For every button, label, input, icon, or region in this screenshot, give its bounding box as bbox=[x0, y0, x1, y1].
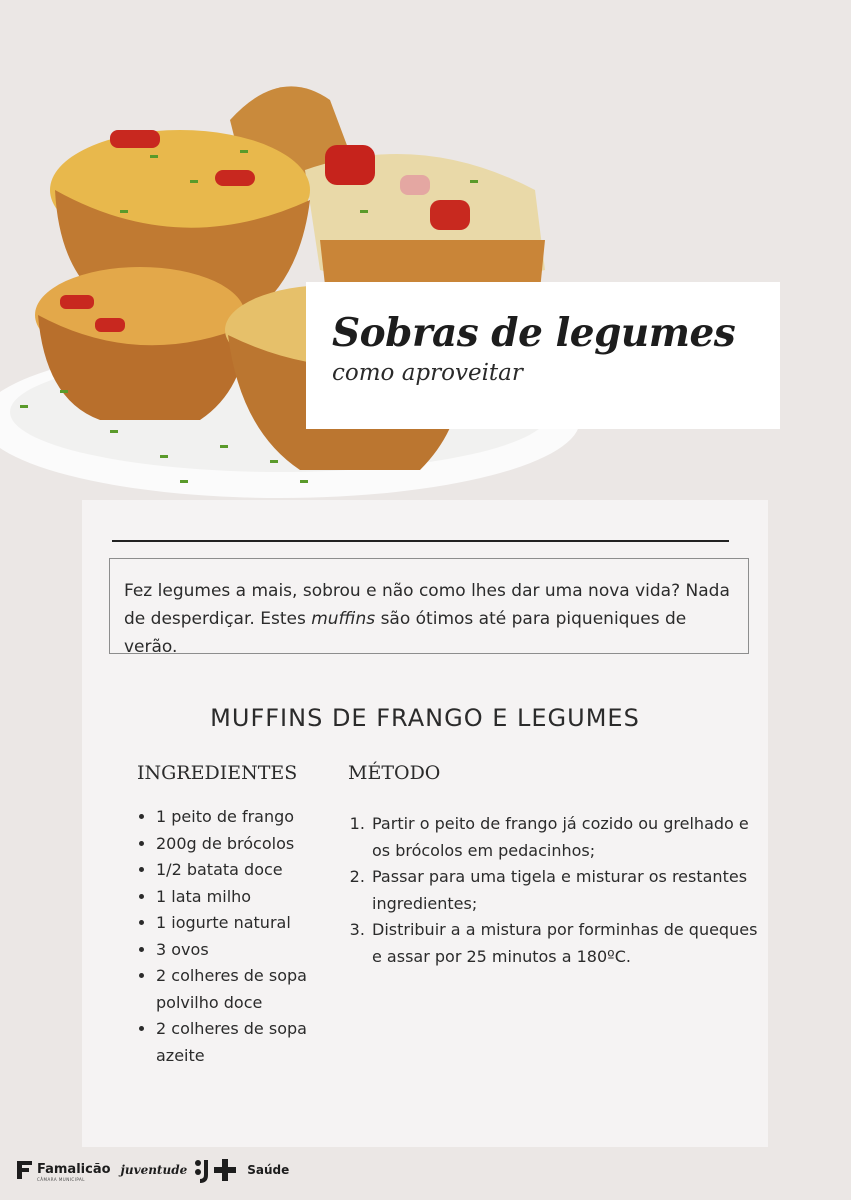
juventude-saude-icon bbox=[193, 1157, 241, 1183]
page-title: Sobras de legumes bbox=[332, 310, 736, 356]
famalicao-logo bbox=[14, 1158, 111, 1182]
ingredient-item: • 1 iogurte natural bbox=[156, 910, 356, 937]
page-subtitle: como aproveitar bbox=[332, 360, 523, 386]
famalicao-label: Famalicão bbox=[37, 1162, 111, 1177]
recipe-title: MUFFINS DE FRANGO E LEGUMES bbox=[210, 704, 640, 732]
method-heading: MÉTODO bbox=[348, 762, 441, 784]
intro-text-after: são ótimos até para piqueniques de verão. bbox=[124, 609, 687, 657]
ingredient-item: • 2 colheres de sopa azeite bbox=[156, 1016, 356, 1069]
ingredient-item: • 1 peito de frango bbox=[156, 804, 356, 831]
method-step: 1. Partir o peito de frango já cozido ou grelhado e os brócolos em pedacinhos; bbox=[370, 811, 770, 864]
ingredient-item: • 1/2 batata doce bbox=[156, 857, 356, 884]
ingredient-item: • 200g de brócolos bbox=[156, 831, 356, 858]
intro-text-before: Fez legumes a mais, sobrou e não como lhes dar uma nova vida? Nada de desperdiçar. Estes bbox=[124, 581, 730, 629]
saude-logo: Saúde bbox=[247, 1163, 290, 1177]
intro-text-emphasis: muffins bbox=[311, 609, 376, 629]
divider bbox=[112, 540, 729, 542]
ingredient-item: • 3 ovos bbox=[156, 937, 356, 964]
method-step: 2. Passar para uma tigela e misturar os restantes ingredientes; bbox=[370, 864, 770, 917]
ingredients-heading: INGREDIENTES bbox=[137, 762, 298, 784]
footer-logos bbox=[14, 1152, 289, 1188]
famalicao-sublabel: CÂMARA MUNICIPAL bbox=[37, 1177, 85, 1182]
intro-box bbox=[109, 558, 749, 657]
recipe-panel bbox=[82, 500, 768, 1147]
ingredient-item: • 1 lata milho bbox=[156, 884, 356, 911]
method-step: 3. Distribuir a a mistura por forminhas de queques e assar por 25 minutos a 180ºC. bbox=[370, 917, 770, 970]
ingredients-list bbox=[124, 804, 356, 1069]
ingredient-item: • 2 colheres de sopa polvilho doce bbox=[156, 963, 356, 1016]
title-card bbox=[306, 282, 780, 429]
famalicao-f-icon bbox=[14, 1159, 34, 1181]
method-list bbox=[350, 811, 770, 970]
juventude-logo: juventude bbox=[120, 1163, 188, 1177]
